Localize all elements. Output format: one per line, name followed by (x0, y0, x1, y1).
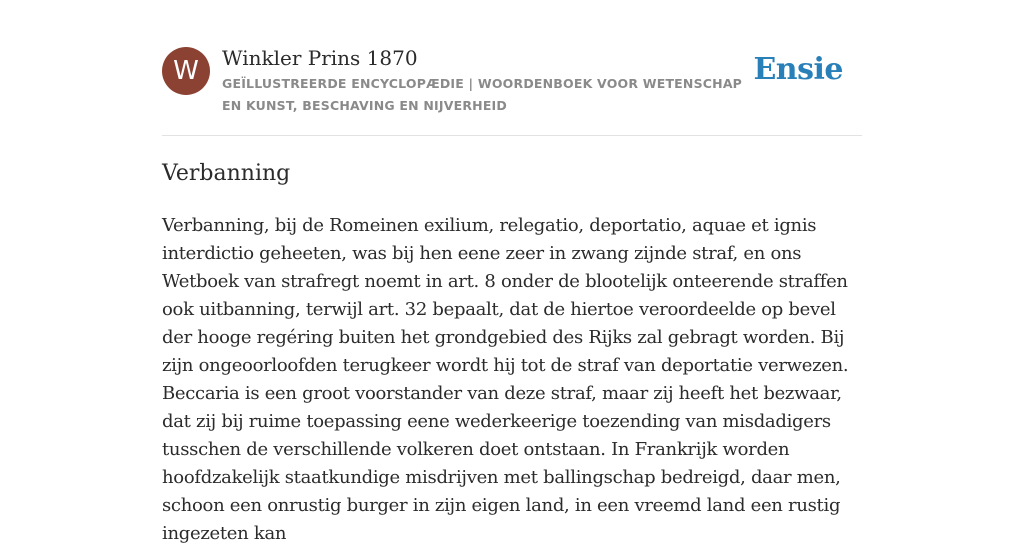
entry-body: Verbanning, bij de Romeinen exilium, relegatio, deportatio, aquae et ignis interdictio geheeten, was bij hen eene zeer in zwang zijnde straf, en ons Wetboek van strafregt noemt in art. 8 onder de blootelijk onteerende straffen ook uitbanning, terwijl art. 32 bepaalt, dat de hiertoe veroordeelde op bevel der hooge regéring buiten het grondgebied des Rijks zal gebragt worden. Bij zijn ongeoorloofden terugkeer wordt hij tot de straf van deportatie verwezen. Beccaria is een groot voorstander van deze straf, maar zij heeft het bezwaar, dat zij bij ruime toepassing eene wederkeerige toezending van misdadigers tusschen de verschillende volkeren doet ontstaan. In Frankrijk worden hoofdzakelijk staatkundige misdrijven met ballingschap bedreigd, daar men, schoon een onrustig burger in zijn eigen land, in een vreemd land een rustig ingezeten kan (162, 215, 849, 544)
header-divider (162, 135, 862, 136)
header (162, 44, 862, 116)
entry-title: Verbanning (162, 161, 291, 186)
avatar[interactable]: W (162, 47, 210, 95)
source-title[interactable]: Winkler Prins 1870 (222, 46, 418, 70)
source-subtitle: GEÏLLUSTREERDE ENCYCLOPÆDIE | WOORDENBOEK VOOR WETENSCHAP EN KUNST, BESCHAVING EN NIJVERHEID (222, 76, 743, 113)
ensie-logo-link[interactable]: Ensie (753, 52, 843, 87)
